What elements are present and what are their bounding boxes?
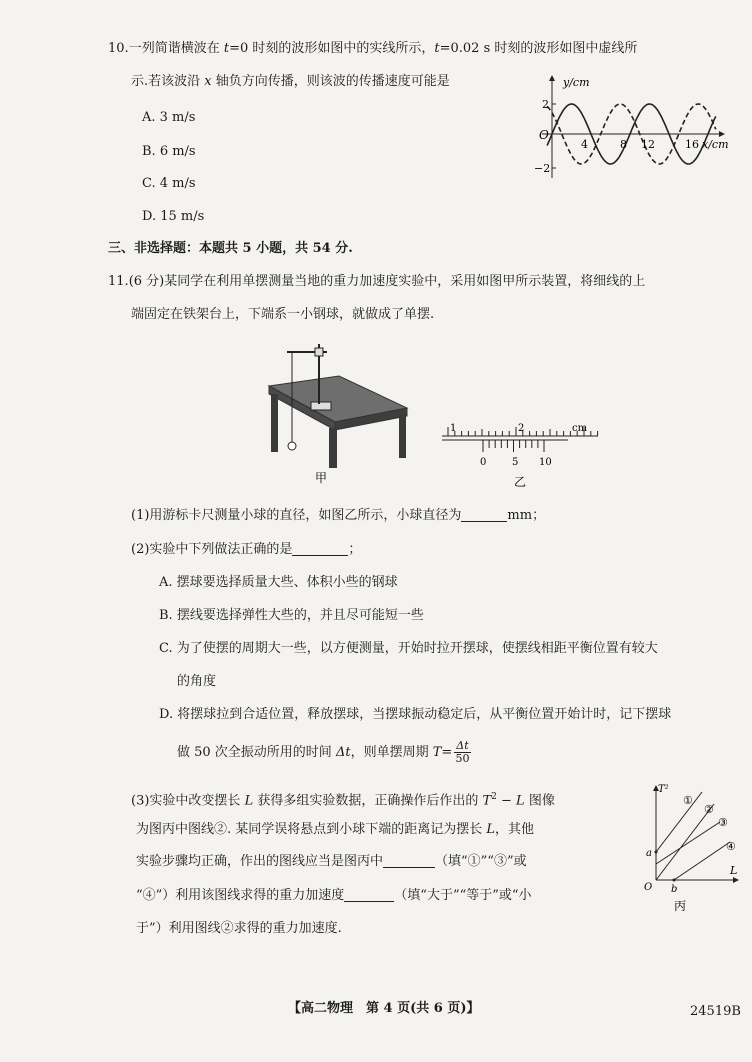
answer-blank	[461, 507, 507, 522]
var-T: T	[432, 745, 442, 760]
q11-part-1-text: (1)用游标卡尺测量小球的直径，如图乙所示，小球直径为	[131, 508, 462, 523]
q11-part-3-line-1	[131, 788, 555, 810]
y-axis-label: y/cm	[563, 76, 590, 89]
intercept-b-point	[673, 879, 676, 882]
part-3-text: （填“①”“③”或	[435, 854, 527, 869]
q10-line-1	[108, 40, 637, 58]
line-label-4: ④	[726, 840, 736, 853]
q11-part-2-text: (2)实验中下列做法正确的是	[131, 542, 293, 557]
line-label-3: ③	[718, 816, 728, 829]
var-L: L	[516, 793, 525, 809]
q11-line-1	[108, 273, 645, 291]
fig-bing-caption: 丙	[674, 899, 687, 913]
q11-option-a: A. 摆球要选择质量大些、体积小些的钢球	[159, 575, 398, 590]
origin-label: O	[644, 882, 653, 893]
line-label-1: ①	[683, 794, 693, 807]
clamp	[315, 348, 323, 356]
part-3-text: 为图丙中图线②. 某同学误将悬点到小球下端的距离记为摆长	[136, 822, 487, 837]
q10-option-a: A. 3 m/s	[142, 110, 196, 125]
vernier-label: 0	[480, 457, 487, 468]
graph-line-1	[656, 792, 702, 852]
table-leg	[271, 394, 278, 452]
period-fraction	[454, 740, 470, 765]
x-axis-label: x/cm	[702, 138, 729, 151]
q11-part-2	[131, 541, 361, 559]
fraction-numerator: Δt	[456, 739, 469, 752]
q10-option-d: D. 15 m/s	[142, 209, 205, 224]
x-tick-label: 4	[581, 138, 588, 151]
q10-option-c: C. 4 m/s	[142, 176, 196, 191]
x-tick-label: 8	[620, 138, 627, 151]
q11-part-3-line-2	[136, 821, 534, 839]
x-tick-label: 12	[641, 138, 655, 151]
intercept-a-label: a	[646, 848, 652, 859]
y-tick-label: 2	[542, 98, 549, 111]
var-x: x	[204, 74, 212, 89]
part-3-text: (3)实验中改变摆长	[131, 793, 245, 809]
line-label-2: ②	[704, 803, 714, 816]
vernier-label: 10	[539, 457, 552, 468]
fig-jia-pendulum-apparatus	[255, 338, 415, 486]
answer-blank	[383, 853, 435, 868]
q10-stem-text: 一列简谐横波在	[128, 41, 224, 56]
part-3-text: 获得多组实验数据，正确操作后作出的	[253, 793, 483, 809]
q11-option-d-line-1: D. 将摆球拉到合适位置，释放摆球，当摆球振动稳定后，从平衡位置开始计时，记下摆球	[159, 707, 672, 722]
q11-line-2: 端固定在铁架台上，下端系一小钢球，就做成了单摆.	[131, 307, 435, 322]
x-tick-label: 16	[685, 138, 699, 151]
var-t: t	[223, 41, 230, 56]
fig-bing-t2-l-graph	[640, 780, 744, 914]
var-L: L	[244, 793, 254, 809]
section-heading: 三、非选择题：本题共 5 小题，共 54 分.	[108, 241, 353, 256]
fig-yi-caption: 乙	[514, 475, 527, 489]
main-scale-unit: cm	[572, 423, 588, 434]
q11-part-3-line-5: 于”）利用图线②求得的重力加速度.	[136, 921, 342, 936]
q11-option-c-line-1: C. 为了使摆的周期大一些，以方便测量，开始时拉开摆球，使摆线相距平衡位置有较大	[159, 641, 658, 656]
table-leg	[329, 428, 337, 468]
q10-line-2	[131, 73, 450, 91]
part-3-text: ，其他	[495, 822, 535, 837]
part-3-text: 实验步骤均正确，作出的图线应当是图丙中	[136, 854, 384, 869]
q10-stem-text: =0 时刻的波形如图中的实线所示，	[229, 41, 435, 56]
q11-number: 11.	[108, 274, 129, 289]
origin-label: O	[539, 128, 549, 142]
minus-sign: −	[496, 793, 517, 809]
fig-jia-caption: 甲	[315, 471, 328, 485]
q11-part-1-unit: mm；	[507, 508, 546, 523]
option-d-text: 做 50 次全振动所用的时间	[177, 745, 336, 760]
equals-sign: =	[441, 745, 453, 760]
pendulum-ball	[288, 442, 296, 450]
answer-blank	[292, 541, 348, 556]
var-L: L	[486, 822, 496, 837]
q11-part-2-end: ；	[348, 542, 362, 557]
var-T: T	[482, 793, 492, 809]
y-axis-label: T²	[658, 784, 669, 795]
q10-option-b: B. 6 m/s	[142, 144, 196, 159]
vernier-scale-ticks	[483, 440, 544, 452]
q10-stem-text: 示.若该波沿	[131, 74, 205, 89]
main-scale-label: 1	[450, 423, 457, 434]
graph-line-3	[656, 822, 720, 864]
intercept-b-label: b	[671, 884, 678, 895]
part-3-text: （填“大于”“等于”或“小	[394, 888, 532, 903]
superscript-2: 2	[491, 792, 497, 802]
var-t: t	[434, 41, 440, 56]
part-3-text: “④”）利用该图线求得的重力加速度	[136, 888, 345, 903]
exam-code: 24519B	[690, 1004, 741, 1019]
table-leg	[399, 414, 406, 458]
q11-part-3-line-3	[136, 853, 527, 871]
fraction-denominator: 50	[455, 752, 470, 765]
q11-part-1	[131, 507, 545, 525]
q10-wave-graph	[528, 72, 740, 184]
intercept-a-point	[655, 851, 658, 854]
option-d-text: ，则单摆周期	[350, 745, 433, 760]
y-tick-label: −2	[534, 162, 551, 175]
page-footer: 【高二物理 第 4 页(共 6 页)】	[288, 1001, 480, 1016]
q11-option-d-line-2	[177, 740, 473, 766]
x-axis-label: L	[730, 864, 738, 877]
answer-blank	[344, 887, 394, 902]
var-delta-t: Δt	[335, 745, 351, 760]
q11-stem-text: (6 分)某同学在利用单摆测量当地的重力加速度实验中，采用如图甲所示装置，将细线的上	[128, 274, 646, 289]
q10-stem-text: =0.02 s 时刻的波形如图中虚线所	[439, 41, 638, 56]
q11-option-b: B. 摆线要选择弹性大些的，并且尽可能短一些	[159, 608, 424, 623]
part-3-text: 图像	[524, 793, 555, 809]
q10-stem-text: 轴负方向传播，则该波的传播速度可能是	[211, 74, 450, 89]
main-scale-label: 2	[518, 423, 525, 434]
q10-number: 10.	[108, 41, 129, 56]
q11-part-3-line-4	[136, 887, 532, 905]
stand-base	[311, 402, 331, 410]
vernier-label: 5	[512, 457, 519, 468]
graph-line-4	[674, 842, 730, 880]
q11-option-c-line-2: 的角度	[177, 674, 217, 689]
fig-yi-vernier-caliper	[438, 420, 608, 490]
